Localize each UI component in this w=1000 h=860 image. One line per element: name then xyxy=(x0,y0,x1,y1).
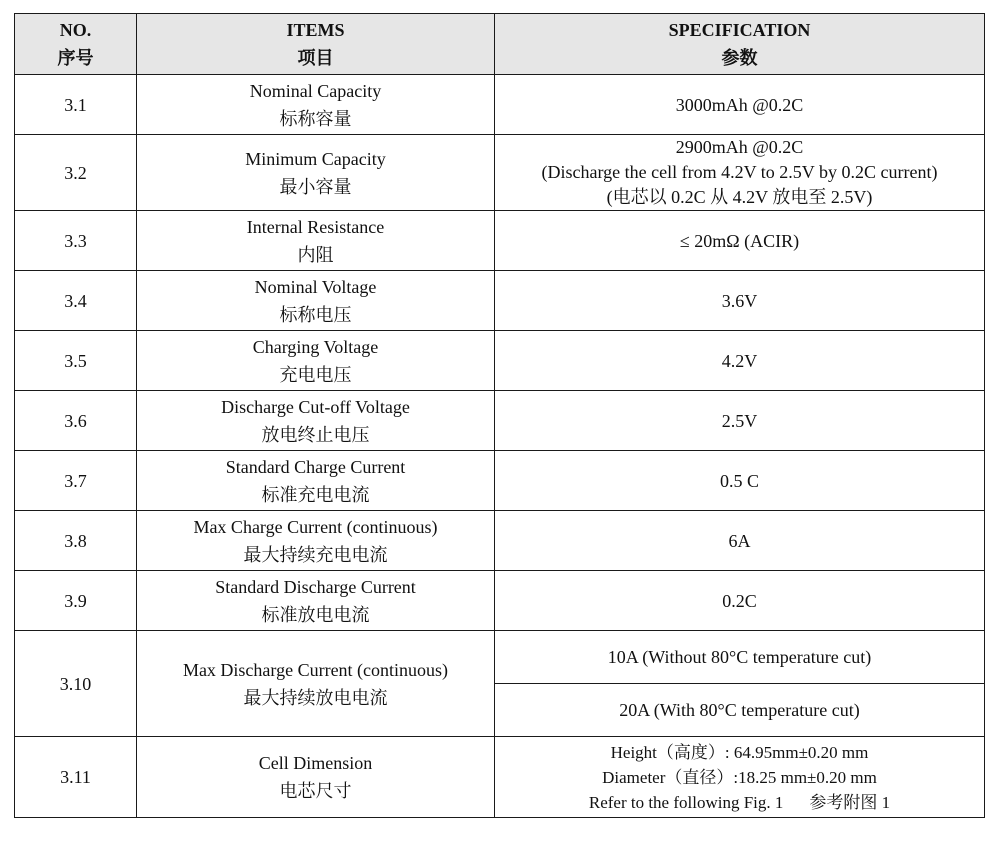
spec-cell xyxy=(495,451,985,511)
header-items-en: ITEMS xyxy=(286,20,345,40)
row-number: 3.8 xyxy=(15,511,137,571)
spec-value: 3.6V xyxy=(721,290,758,311)
table-row xyxy=(15,737,985,818)
row-number: 3.9 xyxy=(15,571,137,631)
item-name-en: Standard Charge Current xyxy=(225,456,406,477)
table-row xyxy=(15,571,985,631)
spec-cell xyxy=(495,135,985,211)
spec-value: 20A (With 80°C temperature cut) xyxy=(619,700,860,720)
row-number: 3.11 xyxy=(15,737,137,818)
spec-value: 3000mAh @0.2C xyxy=(675,94,804,115)
item-name-en: Max Charge Current (continuous) xyxy=(193,516,438,537)
item-cell xyxy=(137,631,495,737)
item-name-zh: 充电电压 xyxy=(279,364,352,385)
row-number: 3.6 xyxy=(15,391,137,451)
table-row xyxy=(15,211,985,271)
spec-cell xyxy=(495,684,985,737)
table-row xyxy=(15,271,985,331)
item-cell xyxy=(137,75,495,135)
spec-value: 2.5V xyxy=(721,410,758,431)
item-cell xyxy=(137,135,495,211)
item-cell xyxy=(137,511,495,571)
item-cell xyxy=(137,271,495,331)
item-name-en: Nominal Capacity xyxy=(249,80,382,101)
row-number: 3.5 xyxy=(15,331,137,391)
spec-value: 6A xyxy=(728,530,751,551)
row-number: 3.7 xyxy=(15,451,137,511)
row-number: 3.4 xyxy=(15,271,137,331)
spec-diameter: Diameter（直径）:18.25 mm±0.20 mm xyxy=(602,767,877,787)
header-row xyxy=(15,14,985,75)
item-cell xyxy=(137,211,495,271)
item-name-zh: 标准充电电流 xyxy=(261,484,370,505)
item-name-en: Discharge Cut-off Voltage xyxy=(221,396,410,417)
row-number: 3.3 xyxy=(15,211,137,271)
item-name-zh: 最大持续放电电流 xyxy=(243,687,388,708)
item-name-en: Standard Discharge Current xyxy=(215,576,416,597)
spec-cell xyxy=(495,511,985,571)
item-name-zh: 最大持续充电电流 xyxy=(243,544,388,565)
item-cell xyxy=(137,391,495,451)
spec-value: 0.2C xyxy=(722,590,757,611)
spec-cell xyxy=(495,631,985,684)
item-name-zh: 标称电压 xyxy=(279,304,352,325)
item-name-zh: 标称容量 xyxy=(279,108,352,129)
table-row xyxy=(15,75,985,135)
header-spec-en: SPECIFICATION xyxy=(668,20,811,40)
table-row xyxy=(15,391,985,451)
item-name-zh: 最小容量 xyxy=(279,176,352,197)
spec-note-en: (Discharge the cell from 4.2V to 2.5V by 0.2C current) xyxy=(541,162,938,182)
row-number: 3.1 xyxy=(15,75,137,135)
item-name-en: Minimum Capacity xyxy=(245,148,386,169)
table-row xyxy=(15,511,985,571)
spec-cell xyxy=(495,75,985,135)
header-no-en: NO. xyxy=(59,20,92,40)
table-row xyxy=(15,135,985,211)
spec-cell xyxy=(495,211,985,271)
item-name-zh: 放电终止电压 xyxy=(261,424,370,445)
row-number: 3.10 xyxy=(15,631,137,737)
item-name-zh: 标准放电电流 xyxy=(261,604,370,625)
item-cell xyxy=(137,737,495,818)
item-cell xyxy=(137,571,495,631)
specification-table xyxy=(14,13,985,818)
spec-value: 4.2V xyxy=(721,350,758,371)
table-row xyxy=(15,631,985,684)
spec-note-zh: (电芯以 0.2C 从 4.2V 放电至 2.5V) xyxy=(606,187,873,207)
header-specification xyxy=(495,14,985,75)
row-number: 3.2 xyxy=(15,135,137,211)
spec-cell xyxy=(495,737,985,818)
spec-value: 0.5 C xyxy=(719,470,759,491)
spec-value: 10A (Without 80°C temperature cut) xyxy=(607,647,872,667)
spec-value: 2900mAh @0.2C xyxy=(675,137,804,157)
spec-cell xyxy=(495,571,985,631)
spec-value: ≤ 20mΩ (ACIR) xyxy=(679,230,800,251)
item-name-en: Charging Voltage xyxy=(252,336,379,357)
header-no-zh: 序号 xyxy=(57,48,94,68)
header-spec-zh: 参数 xyxy=(721,48,758,68)
header-items xyxy=(137,14,495,75)
item-name-en: Nominal Voltage xyxy=(254,276,377,297)
spec-height: Height（高度）: 64.95mm±0.20 mm xyxy=(610,742,869,762)
item-name-zh: 电芯尺寸 xyxy=(279,781,352,801)
item-cell xyxy=(137,451,495,511)
item-name-en: Internal Resistance xyxy=(246,216,385,237)
figure-reference-zh: 参考附图 1 xyxy=(809,792,891,812)
spec-cell xyxy=(495,271,985,331)
spec-cell xyxy=(495,331,985,391)
table-row xyxy=(15,331,985,391)
item-name-en: Cell Dimension xyxy=(258,753,373,773)
table-row xyxy=(15,451,985,511)
figure-reference xyxy=(499,790,980,815)
item-name-zh: 内阻 xyxy=(297,244,334,265)
spec-cell xyxy=(495,391,985,451)
figure-reference-en: Refer to the following Fig. 1 xyxy=(588,792,784,812)
item-name-en: Max Discharge Current (continuous) xyxy=(182,659,449,680)
header-no xyxy=(15,14,137,75)
item-cell xyxy=(137,331,495,391)
header-items-zh: 项目 xyxy=(297,48,334,68)
